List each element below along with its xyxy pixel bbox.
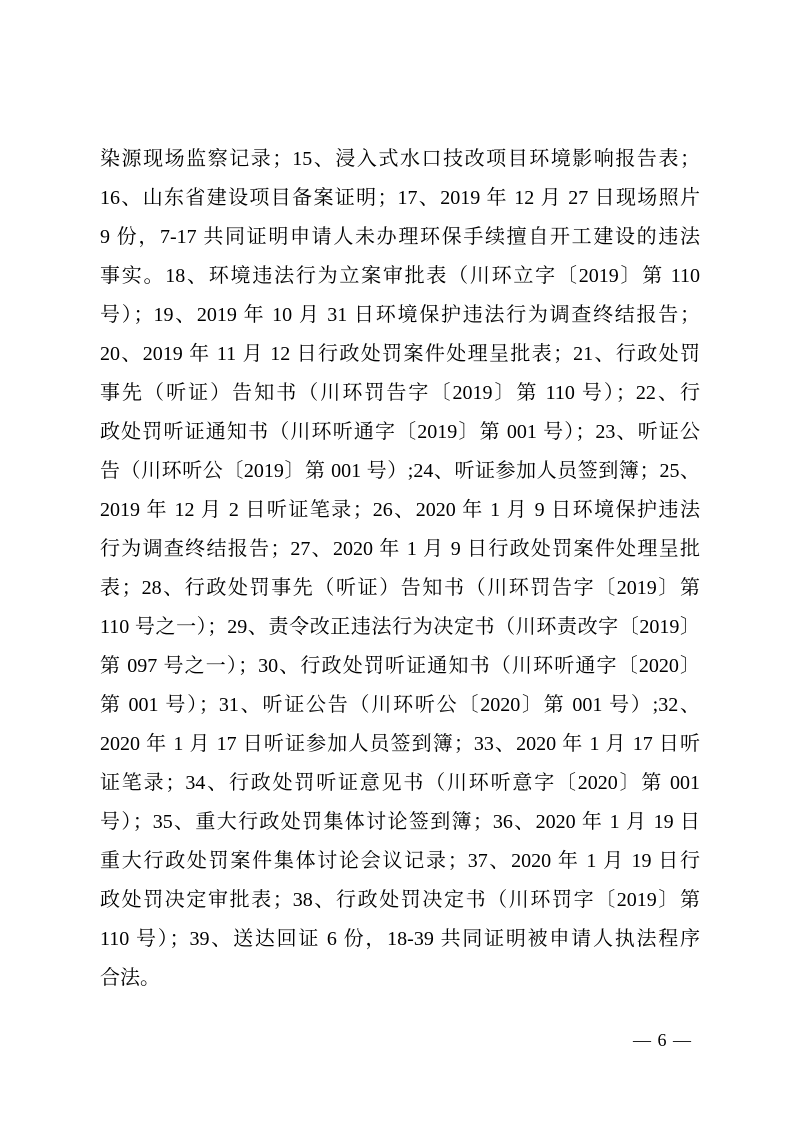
text-line: 2019 年 12 月 2 日听证笔录；26、2020 年 1 月 9 日环境保护违法	[100, 499, 700, 521]
text-line: 表；28、行政处罚事先（听证）告知书（川环罚告字〔2019〕第	[100, 577, 700, 599]
text-line: 2020 年 1 月 17 日听证参加人员签到簿；33、2020 年 1 月 17 日听	[100, 733, 700, 755]
text-line: 110 号之一）；29、责令改正违法行为决定书（川环责改字〔2019〕	[100, 616, 700, 638]
text-line: 合法。	[100, 967, 160, 989]
text-line: 事先（听证）告知书（川环罚告字〔2019〕第 110 号）；22、行	[100, 382, 700, 404]
text-line: 110 号）；39、送达回证 6 份，18-39 共同证明被申请人执法程序	[100, 928, 700, 950]
text-line: 重大行政处罚案件集体讨论会议记录；37、2020 年 1 月 19 日行	[100, 850, 700, 872]
text-line: 号）；35、重大行政处罚集体讨论签到簿；36、2020 年 1 月 19 日	[100, 811, 700, 833]
text-line: 事实。18、环境违法行为立案审批表（川环立字〔2019〕第 110	[100, 265, 700, 287]
text-line: 证笔录；34、行政处罚听证意见书（川环听意字〔2020〕第 001	[100, 772, 700, 794]
text-line: 第 001 号）；31、听证公告（川环听公〔2020〕第 001 号）;32、	[100, 694, 700, 716]
page-number: — 6 —	[633, 1030, 692, 1050]
text-line: 告（川环听公〔2019〕第 001 号）;24、听证参加人员签到簿；25、	[100, 460, 700, 482]
text-line: 染源现场监察记录；15、浸入式水口技改项目环境影响报告表；	[100, 148, 700, 170]
text-line: 政处罚听证通知书（川环听通字〔2019〕第 001 号）；23、听证公	[100, 421, 700, 443]
text-line: 第 097 号之一）；30、行政处罚听证通知书（川环听通字〔2020〕	[100, 655, 700, 677]
text-line: 政处罚决定审批表；38、行政处罚决定书（川环罚字〔2019〕第	[100, 889, 700, 911]
text-line: 9 份，7-17 共同证明申请人未办理环保手续擅自开工建设的违法	[100, 226, 700, 248]
document-body	[100, 140, 700, 998]
text-line: 20、2019 年 11 月 12 日行政处罚案件处理呈批表；21、行政处罚	[100, 343, 700, 365]
text-line: 16、山东省建设项目备案证明；17、2019 年 12 月 27 日现场照片	[100, 187, 700, 209]
text-line: 行为调查终结报告；27、2020 年 1 月 9 日行政处罚案件处理呈批	[100, 538, 700, 560]
text-line: 号）；19、2019 年 10 月 31 日环境保护违法行为调查终结报告；	[100, 304, 700, 326]
